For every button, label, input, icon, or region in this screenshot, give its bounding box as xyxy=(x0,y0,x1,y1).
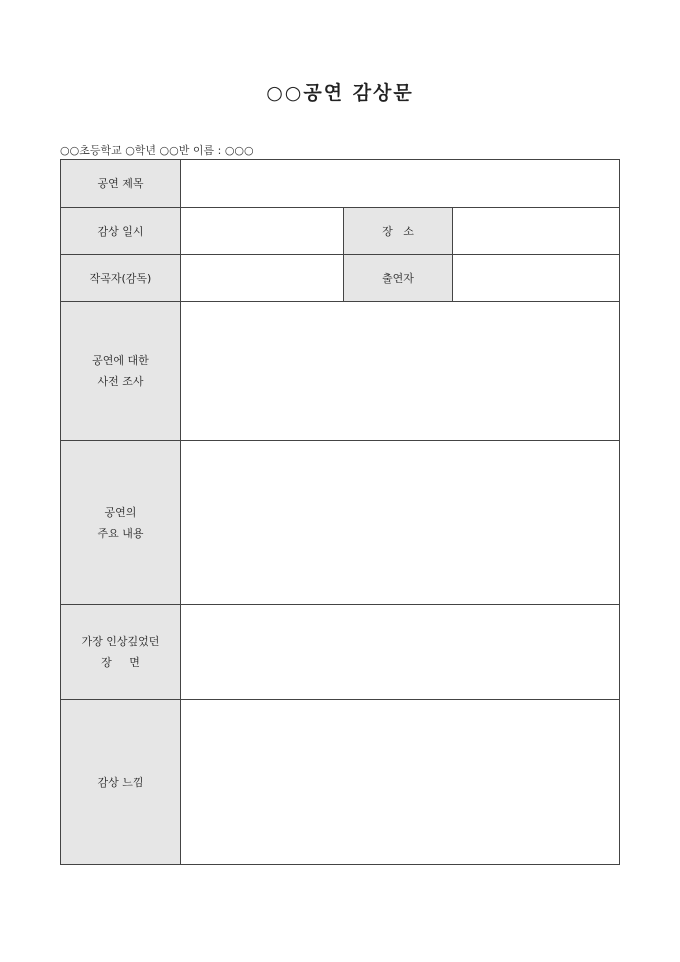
field-impressive-scene[interactable] xyxy=(181,605,620,700)
row-preliminary-research xyxy=(61,302,620,441)
field-composer[interactable] xyxy=(181,255,344,302)
row-composer-performers xyxy=(61,255,620,302)
student-info-line: ○○초등학교 ○학년 ○○반 이름 : ○○○ xyxy=(60,144,254,157)
review-form-table xyxy=(60,159,620,865)
label-venue: 장 소 xyxy=(344,208,453,255)
label-impressive-scene-line2: 장 면 xyxy=(101,656,140,669)
label-main-content xyxy=(61,441,181,605)
field-performers[interactable] xyxy=(453,255,620,302)
field-preliminary-research[interactable] xyxy=(181,302,620,441)
label-impressions: 감상 느낌 xyxy=(61,700,181,865)
label-main-content-line2: 주요 내용 xyxy=(97,526,144,540)
label-impressive-scene-line1: 가장 인상깊었던 xyxy=(81,635,160,648)
document-title: ○○공연 감상문 xyxy=(266,82,414,104)
field-impressions[interactable] xyxy=(181,700,620,865)
field-performance-title[interactable] xyxy=(181,160,620,208)
row-date-venue xyxy=(61,208,620,255)
field-viewing-date[interactable] xyxy=(181,208,344,255)
label-preliminary-research-line1: 공연에 대한 xyxy=(92,354,149,367)
label-performance-title: 공연 제목 xyxy=(61,160,181,208)
row-impressions xyxy=(61,700,620,865)
label-composer: 작곡자(감독) xyxy=(61,255,181,302)
field-main-content[interactable] xyxy=(181,441,620,605)
row-main-content xyxy=(61,441,620,605)
label-preliminary-research-line2: 사전 조사 xyxy=(97,375,144,388)
label-impressive-scene xyxy=(61,605,181,700)
label-main-content-line1: 공연의 xyxy=(104,505,137,519)
label-preliminary-research xyxy=(61,302,181,441)
row-performance-title xyxy=(61,160,620,208)
field-venue[interactable] xyxy=(453,208,620,255)
label-viewing-date: 감상 일시 xyxy=(61,208,181,255)
row-impressive-scene xyxy=(61,605,620,700)
label-performers: 출연자 xyxy=(344,255,453,302)
